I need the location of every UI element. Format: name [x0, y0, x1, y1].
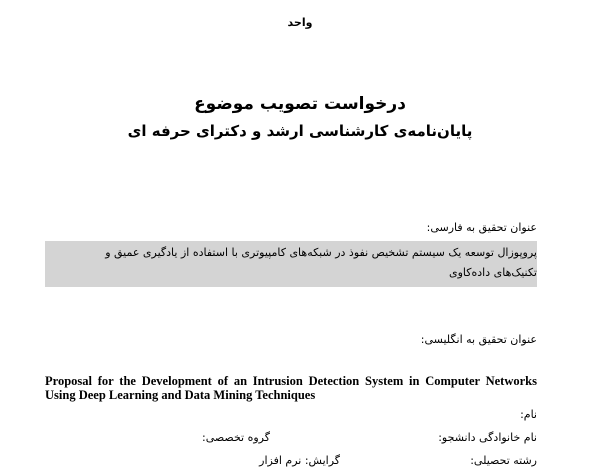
- student-family-label: نام خانوادگی دانشجو:: [438, 431, 537, 444]
- specialization-label: گرایش: نرم افزار: [259, 454, 340, 467]
- field-of-study-label: رشته تحصیلی:: [470, 454, 537, 467]
- specialty-group-label: گروه تخصصی:: [202, 431, 270, 444]
- persian-title-line-1[interactable]: پروپوزال توسعه یک سیستم تشخیص نفوذ در شبکه‌های کامپیوتری با استفاده از یادگیری عمیق و: [105, 246, 537, 259]
- page-title: درخواست تصويب موضوع: [194, 94, 406, 114]
- page-subtitle: پایان‌نامه‌ی کارشناسی ارشد و دکترای حرفه ای: [127, 122, 473, 140]
- student-name-label: نام:: [520, 408, 537, 421]
- english-title-label: عنوان تحقیق به انگلیسی:: [420, 333, 537, 346]
- english-title-text[interactable]: Proposal for the Development of an Intrusion Detection System in Computer Networks Using Deep Learning and Data Mining Techniques: [45, 374, 537, 402]
- persian-title-label: عنوان تحقیق به فارسی:: [426, 221, 537, 234]
- unit-label: واحد: [287, 16, 313, 29]
- persian-title-line-2[interactable]: تکنیک‌های داده‌کاوی: [448, 266, 537, 279]
